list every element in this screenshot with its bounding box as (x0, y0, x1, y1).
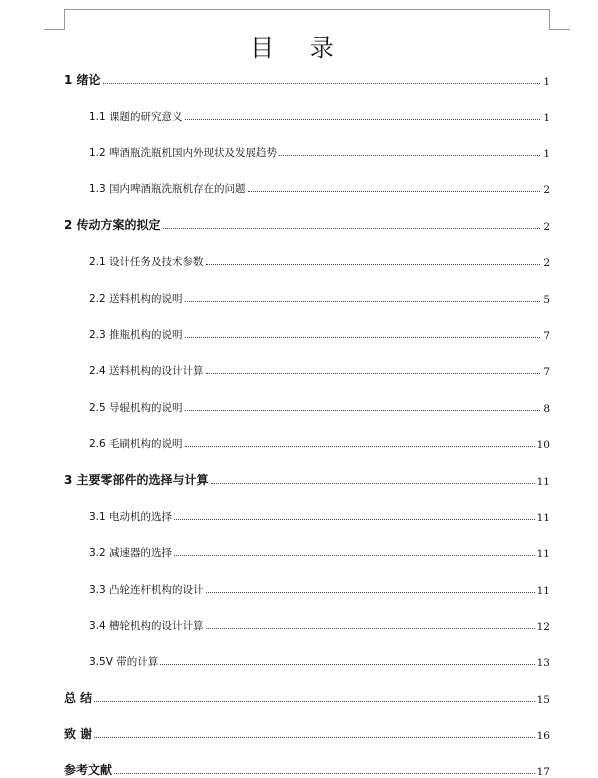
toc-chapter-entry[interactable] (64, 66, 550, 88)
toc-entry-label: 1.2 啤酒瓶洗瓶机国内外现状及发展趋势 (89, 147, 278, 159)
toc-section-entry[interactable] (89, 320, 550, 342)
toc-entry-label: 3.2 减速器的选择 (89, 547, 173, 559)
toc-section-entry[interactable] (89, 575, 550, 597)
toc-entry-label: 2 传动方案的拟定 (64, 218, 161, 232)
toc-dot-leader (248, 190, 540, 192)
toc-page-number: 2 (543, 221, 550, 233)
toc-section-entry[interactable] (89, 611, 550, 633)
toc-section-entry[interactable] (89, 429, 550, 451)
toc-page-number: 16 (536, 730, 550, 742)
toc-page-number: 1 (543, 148, 550, 160)
toc-page-number: 8 (543, 403, 550, 415)
toc-dot-leader (206, 591, 535, 593)
toc-entry-label: 1.3 国内啤酒瓶洗瓶机存在的问题 (89, 183, 246, 195)
toc-chapter-entry[interactable] (64, 211, 550, 233)
toc-dot-leader (206, 372, 540, 374)
toc-entry-label: 1.1 课题的研究意义 (89, 111, 183, 123)
crop-mark-top-left (44, 9, 65, 30)
toc-page-number: 5 (543, 294, 550, 306)
toc-dot-leader (185, 409, 540, 411)
toc-chapter-entry[interactable] (64, 684, 550, 706)
toc-chapter-entry[interactable] (64, 466, 550, 488)
toc-entry-label: 1 绪论 (64, 73, 101, 87)
page-top-border (64, 9, 549, 10)
toc-entry-label: 3.5V 带的计算 (89, 656, 159, 668)
toc-dot-leader (206, 627, 535, 629)
toc-section-entry[interactable] (89, 356, 550, 378)
toc-dot-leader (185, 118, 540, 120)
toc-dot-leader (174, 518, 535, 520)
toc-section-entry[interactable] (89, 138, 550, 160)
toc-page-number: 2 (543, 257, 550, 269)
toc-page-number: 1 (543, 76, 550, 88)
toc-page-number: 2 (543, 184, 550, 196)
toc-dot-leader (160, 663, 534, 665)
page-title: 目 录 (250, 34, 348, 62)
toc-section-entry[interactable] (89, 174, 550, 196)
toc-section-entry[interactable] (89, 247, 550, 269)
toc-dot-leader (94, 736, 534, 738)
toc-dot-leader (103, 82, 540, 84)
toc-entry-label: 2.3 推瓶机构的说明 (89, 329, 183, 341)
toc-dot-leader (163, 227, 540, 229)
toc-page-number: 15 (536, 694, 550, 706)
toc-dot-leader (279, 154, 540, 156)
toc-entry-label: 2.1 设计任务及技术参数 (89, 256, 204, 268)
toc-entry-label: 3.3 凸轮连杆机构的设计 (89, 584, 204, 596)
toc-entry-label: 总 结 (64, 691, 93, 705)
toc-entry-label: 2.4 送料机构的设计计算 (89, 365, 204, 377)
toc-dot-leader (206, 263, 540, 265)
toc-section-entry[interactable] (89, 284, 550, 306)
toc-page-number: 7 (543, 330, 550, 342)
toc-dot-leader (114, 772, 535, 774)
toc-page-number: 7 (543, 366, 550, 378)
toc-dot-leader (185, 445, 535, 447)
toc-page-number: 11 (536, 548, 550, 560)
toc-page-number: 17 (536, 766, 550, 778)
toc-entry-label: 2.6 毛刷机构的说明 (89, 438, 183, 450)
toc-entry-label: 2.2 送料机构的说明 (89, 293, 183, 305)
toc-dot-leader (94, 700, 534, 702)
toc-dot-leader (174, 554, 535, 556)
toc-page-number: 1 (543, 112, 550, 124)
toc-entry-label: 2.5 导辊机构的说明 (89, 402, 183, 414)
toc-entry-label: 3.1 电动机的选择 (89, 511, 173, 523)
toc-section-entry[interactable] (89, 538, 550, 560)
toc-section-entry[interactable] (89, 502, 550, 524)
toc-section-entry[interactable] (89, 102, 550, 124)
toc-page-number: 10 (536, 439, 550, 451)
toc-entry-label: 3 主要零部件的选择与计算 (64, 473, 209, 487)
toc-section-entry[interactable] (89, 393, 550, 415)
toc-page-number: 12 (536, 621, 550, 633)
toc-entry-label: 致 谢 (64, 727, 93, 741)
toc-chapter-entry[interactable] (64, 756, 550, 778)
toc-chapter-entry[interactable] (64, 720, 550, 742)
toc-page-number: 11 (536, 512, 550, 524)
toc-page-number: 13 (536, 657, 550, 669)
toc-section-entry[interactable] (89, 647, 550, 669)
crop-mark-top-right (549, 9, 570, 30)
toc-dot-leader (185, 336, 540, 338)
toc-entry-label: 3.4 槽轮机构的设计计算 (89, 620, 204, 632)
toc-dot-leader (185, 300, 540, 302)
toc-entry-label: 参考文献 (64, 763, 113, 777)
toc-page-number: 11 (536, 585, 550, 597)
toc-dot-leader (211, 482, 535, 484)
toc-page-number: 11 (536, 476, 550, 488)
